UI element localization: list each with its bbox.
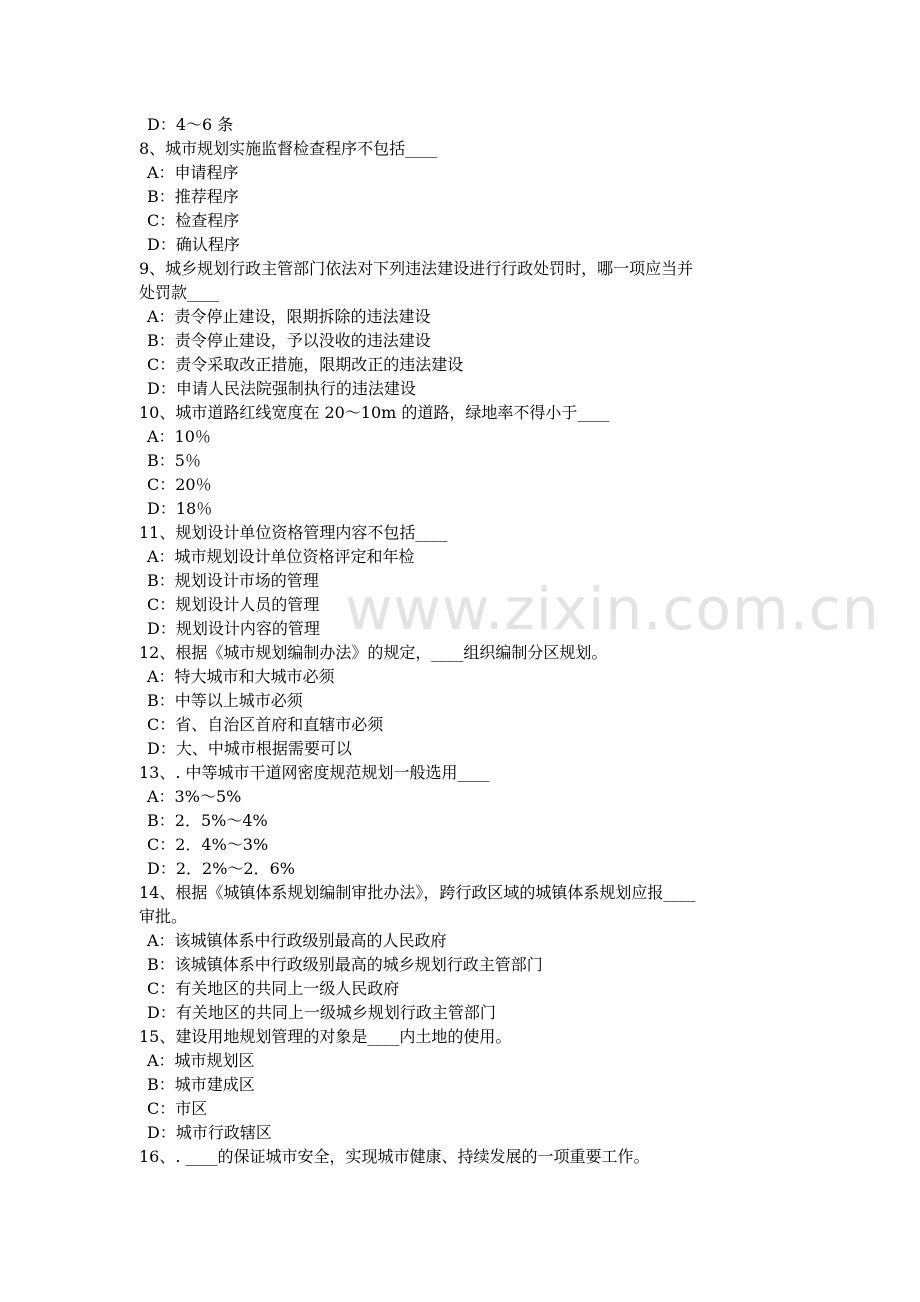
question-text: 14、根据《城镇体系规划编制审批办法》，跨行政区域的城镇体系规划应报____ — [139, 883, 696, 902]
answer-option: D：规划设计内容的管理 — [147, 619, 320, 638]
question-text: 8、城市规划实施监督检查程序不包括____ — [139, 139, 438, 158]
question-text: 11、规划设计单位资格管理内容不包括____ — [139, 523, 448, 542]
answer-option: D：有关地区的共同上一级城乡规划行政主管部门 — [147, 1003, 496, 1022]
answer-option: A：10％ — [147, 427, 211, 446]
answer-option: D：申请人民法院强制执行的违法建设 — [147, 379, 416, 398]
answer-option: C：有关地区的共同上一级人民政府 — [147, 979, 400, 998]
answer-option: C：2．4%～3% — [147, 835, 269, 854]
answer-option: B：5％ — [147, 451, 201, 470]
answer-option: A：责令停止建设，限期拆除的违法建设 — [147, 307, 431, 326]
question-text-continued: 处罚款____ — [139, 283, 220, 302]
answer-option: C：规划设计人员的管理 — [147, 595, 320, 614]
question-text: 12、根据《城市规划编制办法》的规定，____组织编制分区规划。 — [139, 643, 608, 662]
question-text: 16、. ____的保证城市安全，实现城市健康、持续发展的一项重要工作。 — [139, 1147, 650, 1166]
answer-option: C：20％ — [147, 475, 212, 494]
answer-option: A：特大城市和大城市必须 — [147, 667, 335, 686]
answer-option: B：规划设计市场的管理 — [147, 571, 319, 590]
answer-option: B：推荐程序 — [147, 187, 239, 206]
answer-option: C：市区 — [147, 1099, 208, 1118]
answer-option: B：该城镇体系中行政级别最高的城乡规划行政主管部门 — [147, 955, 543, 974]
answer-option: C：责令采取改正措施，限期改正的违法建设 — [147, 355, 464, 374]
answer-option: B：2．5%～4% — [147, 811, 268, 830]
answer-option: A：城市规划区 — [147, 1051, 255, 1070]
question-text-continued: 审批。 — [139, 907, 188, 926]
answer-option: D：18％ — [147, 499, 213, 518]
answer-option: A：申请程序 — [147, 163, 239, 182]
answer-option: D：2．2%～2．6% — [147, 859, 295, 878]
question-text: 15、建设用地规划管理的对象是____内土地的使用。 — [139, 1027, 512, 1046]
question-text: 9、城乡规划行政主管部门依法对下列违法建设进行行政处罚时，哪一项应当并 — [139, 259, 694, 278]
answer-option: D：大、中城市根据需要可以 — [147, 739, 352, 758]
answer-option: C：省、自治区首府和直辖市必须 — [147, 715, 384, 734]
question-list — [139, 113, 799, 1169]
answer-option: B：责令停止建设，予以没收的违法建设 — [147, 331, 431, 350]
answer-option: A：城市规划设计单位资格评定和年检 — [147, 547, 415, 566]
watermark: www.zixin.com.cn — [345, 575, 880, 643]
answer-option: D：确认程序 — [147, 235, 240, 254]
question-text: 10、城市道路红线宽度在 20～10m 的道路，绿地率不得小于____ — [139, 403, 610, 422]
answer-option: C：检查程序 — [147, 211, 240, 230]
answer-option: A：3%～5% — [147, 787, 242, 806]
answer-option: D：城市行政辖区 — [147, 1123, 272, 1142]
question-text: 13、. 中等城市干道网密度规范规划一般选用____ — [139, 763, 490, 782]
answer-option: D：4～6 条 — [147, 115, 234, 134]
answer-option: B：中等以上城市必须 — [147, 691, 303, 710]
answer-option: A：该城镇体系中行政级别最高的人民政府 — [147, 931, 447, 950]
answer-option: B：城市建成区 — [147, 1075, 255, 1094]
